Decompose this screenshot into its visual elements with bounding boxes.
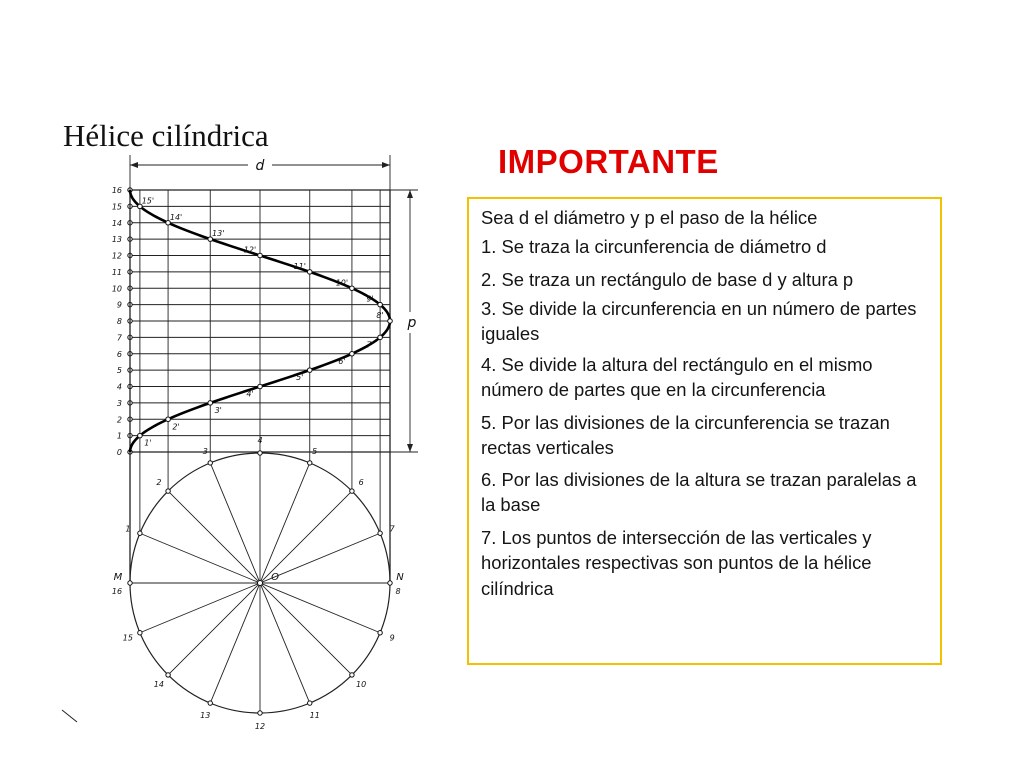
- helix-point: [166, 417, 171, 422]
- helix-point-label: 10': [335, 278, 349, 288]
- helix-diagram: [0, 0, 470, 768]
- circle-point-label: 5: [312, 446, 318, 456]
- height-label: 6: [116, 349, 122, 359]
- circle-division-point: [308, 701, 312, 705]
- circle-division-point: [388, 581, 392, 585]
- circle-point-label: 10: [356, 680, 367, 690]
- helix-point-label: 8': [376, 311, 384, 320]
- point-n-label: N: [396, 572, 404, 583]
- note-step-3: 3. Se divide la circunferencia en un número de partes iguales: [481, 297, 917, 344]
- arrow-head: [382, 162, 390, 168]
- helix-point-label: 2': [172, 422, 180, 432]
- circle-point-label: 4: [257, 436, 263, 445]
- helix-point-label: 3': [214, 405, 222, 415]
- arrow-head: [130, 162, 138, 168]
- note-step-1: 1. Se traza la circunferencia de diámetro d: [481, 235, 827, 257]
- stray-mark: [62, 710, 77, 722]
- helix-point-label: 6': [338, 356, 346, 366]
- helix-point: [350, 286, 355, 291]
- important-heading: IMPORTANTE: [498, 143, 719, 180]
- helix-point: [307, 368, 312, 373]
- diagram-labels: [112, 158, 417, 731]
- circle-point-label: 15: [122, 633, 133, 643]
- height-label: 8: [116, 317, 122, 326]
- note-step-7: 7. Los puntos de intersección de las verticales y horizontales respectivas son puntos de la hélice cilíndrica: [481, 526, 872, 599]
- point-m-number: 16: [111, 587, 123, 596]
- height-label: 16: [111, 186, 122, 195]
- helix-point: [378, 335, 383, 340]
- circle-division-point: [308, 461, 312, 465]
- center-point: [258, 581, 263, 586]
- instructions-box: [467, 197, 942, 665]
- height-label: 3: [116, 398, 122, 408]
- arrow-head: [407, 190, 413, 198]
- helix-point: [138, 433, 143, 438]
- circle-divisions: [128, 451, 392, 715]
- circle-division-point: [258, 711, 262, 715]
- height-label: 2: [116, 415, 122, 425]
- point-m-label: M: [113, 572, 123, 583]
- height-label: 9: [116, 300, 122, 310]
- arrow-head: [407, 444, 413, 452]
- note-step-4: 4. Se divide la altura del rectángulo en el mismo número de partes que en la circunferencia: [481, 353, 873, 400]
- height-label: 13: [111, 235, 122, 245]
- pitch-dimension-label: p: [407, 315, 417, 331]
- height-label: 12: [111, 251, 122, 261]
- note-step-2: 2. Se traza un rectángulo de base d y altura p: [481, 269, 854, 290]
- helix-point: [258, 384, 263, 389]
- helix-point: [307, 270, 312, 275]
- height-label: 7: [116, 333, 122, 343]
- height-label: 1: [116, 431, 122, 441]
- circle-division-point: [378, 631, 382, 635]
- circle-point-label: 13: [200, 711, 211, 721]
- circle-division-point: [166, 489, 170, 493]
- helix-point-label: 5': [296, 373, 304, 383]
- circle-point-label: 9: [389, 633, 395, 643]
- helix-point-label: 4': [246, 389, 254, 399]
- helix-point-label: 9': [366, 294, 374, 304]
- circle-point-label: 3: [202, 446, 208, 456]
- circle-point-label: 7: [389, 524, 395, 534]
- helix-point-label: 15': [141, 196, 155, 206]
- helix-point-label: 12': [243, 245, 257, 255]
- circle-division-point: [258, 451, 262, 455]
- slide-title: Hélice cilíndrica: [63, 118, 269, 153]
- circle-division-point: [208, 701, 212, 705]
- point-n-number: 8: [395, 587, 401, 596]
- helix-point: [208, 401, 213, 406]
- note-intro: Sea d el diámetro y p el paso de la hélice: [481, 207, 818, 228]
- height-label: 14: [111, 218, 122, 228]
- height-label: 5: [116, 366, 122, 376]
- circle-point-label: 1: [125, 524, 131, 534]
- helix-point-label: 14': [169, 212, 183, 222]
- helix-point: [388, 319, 393, 324]
- helix-point-label: 11': [293, 261, 306, 271]
- circle-division-point: [166, 673, 170, 677]
- height-label: 10: [111, 284, 122, 294]
- circle-division-point: [138, 531, 142, 535]
- height-label: 11: [111, 267, 122, 277]
- height-label: 4: [116, 382, 122, 392]
- circle-division-point: [350, 489, 354, 493]
- circle-point-label: 14: [153, 680, 164, 690]
- circle-division-point: [378, 531, 382, 535]
- circle-point-label: 12: [254, 722, 266, 731]
- note-step-6: 6. Por las divisiones de la altura se trazan paralelas a la base: [481, 468, 917, 515]
- helix-point-label: 7': [366, 340, 374, 350]
- height-label: 15: [111, 202, 122, 212]
- circle-division-point: [138, 631, 142, 635]
- height-label: 0: [116, 448, 122, 457]
- helix-point: [378, 302, 383, 307]
- circle-division-point: [350, 673, 354, 677]
- helix-point-label: 1': [144, 438, 152, 448]
- circle-division-point: [128, 581, 132, 585]
- helix-point-label: 13': [212, 229, 225, 239]
- note-step-5: 5. Por las divisiones de la circunferencia se trazan rectas verticales: [481, 411, 890, 458]
- circle-division-point: [208, 461, 212, 465]
- circle-point-label: 2: [156, 477, 162, 487]
- center-label: O: [271, 572, 279, 583]
- circle-point-label: 11: [309, 711, 320, 721]
- diameter-dimension-label: d: [255, 158, 265, 174]
- circle-point-label: 6: [358, 477, 364, 487]
- helix-point: [350, 351, 355, 356]
- helix-point: [258, 253, 263, 258]
